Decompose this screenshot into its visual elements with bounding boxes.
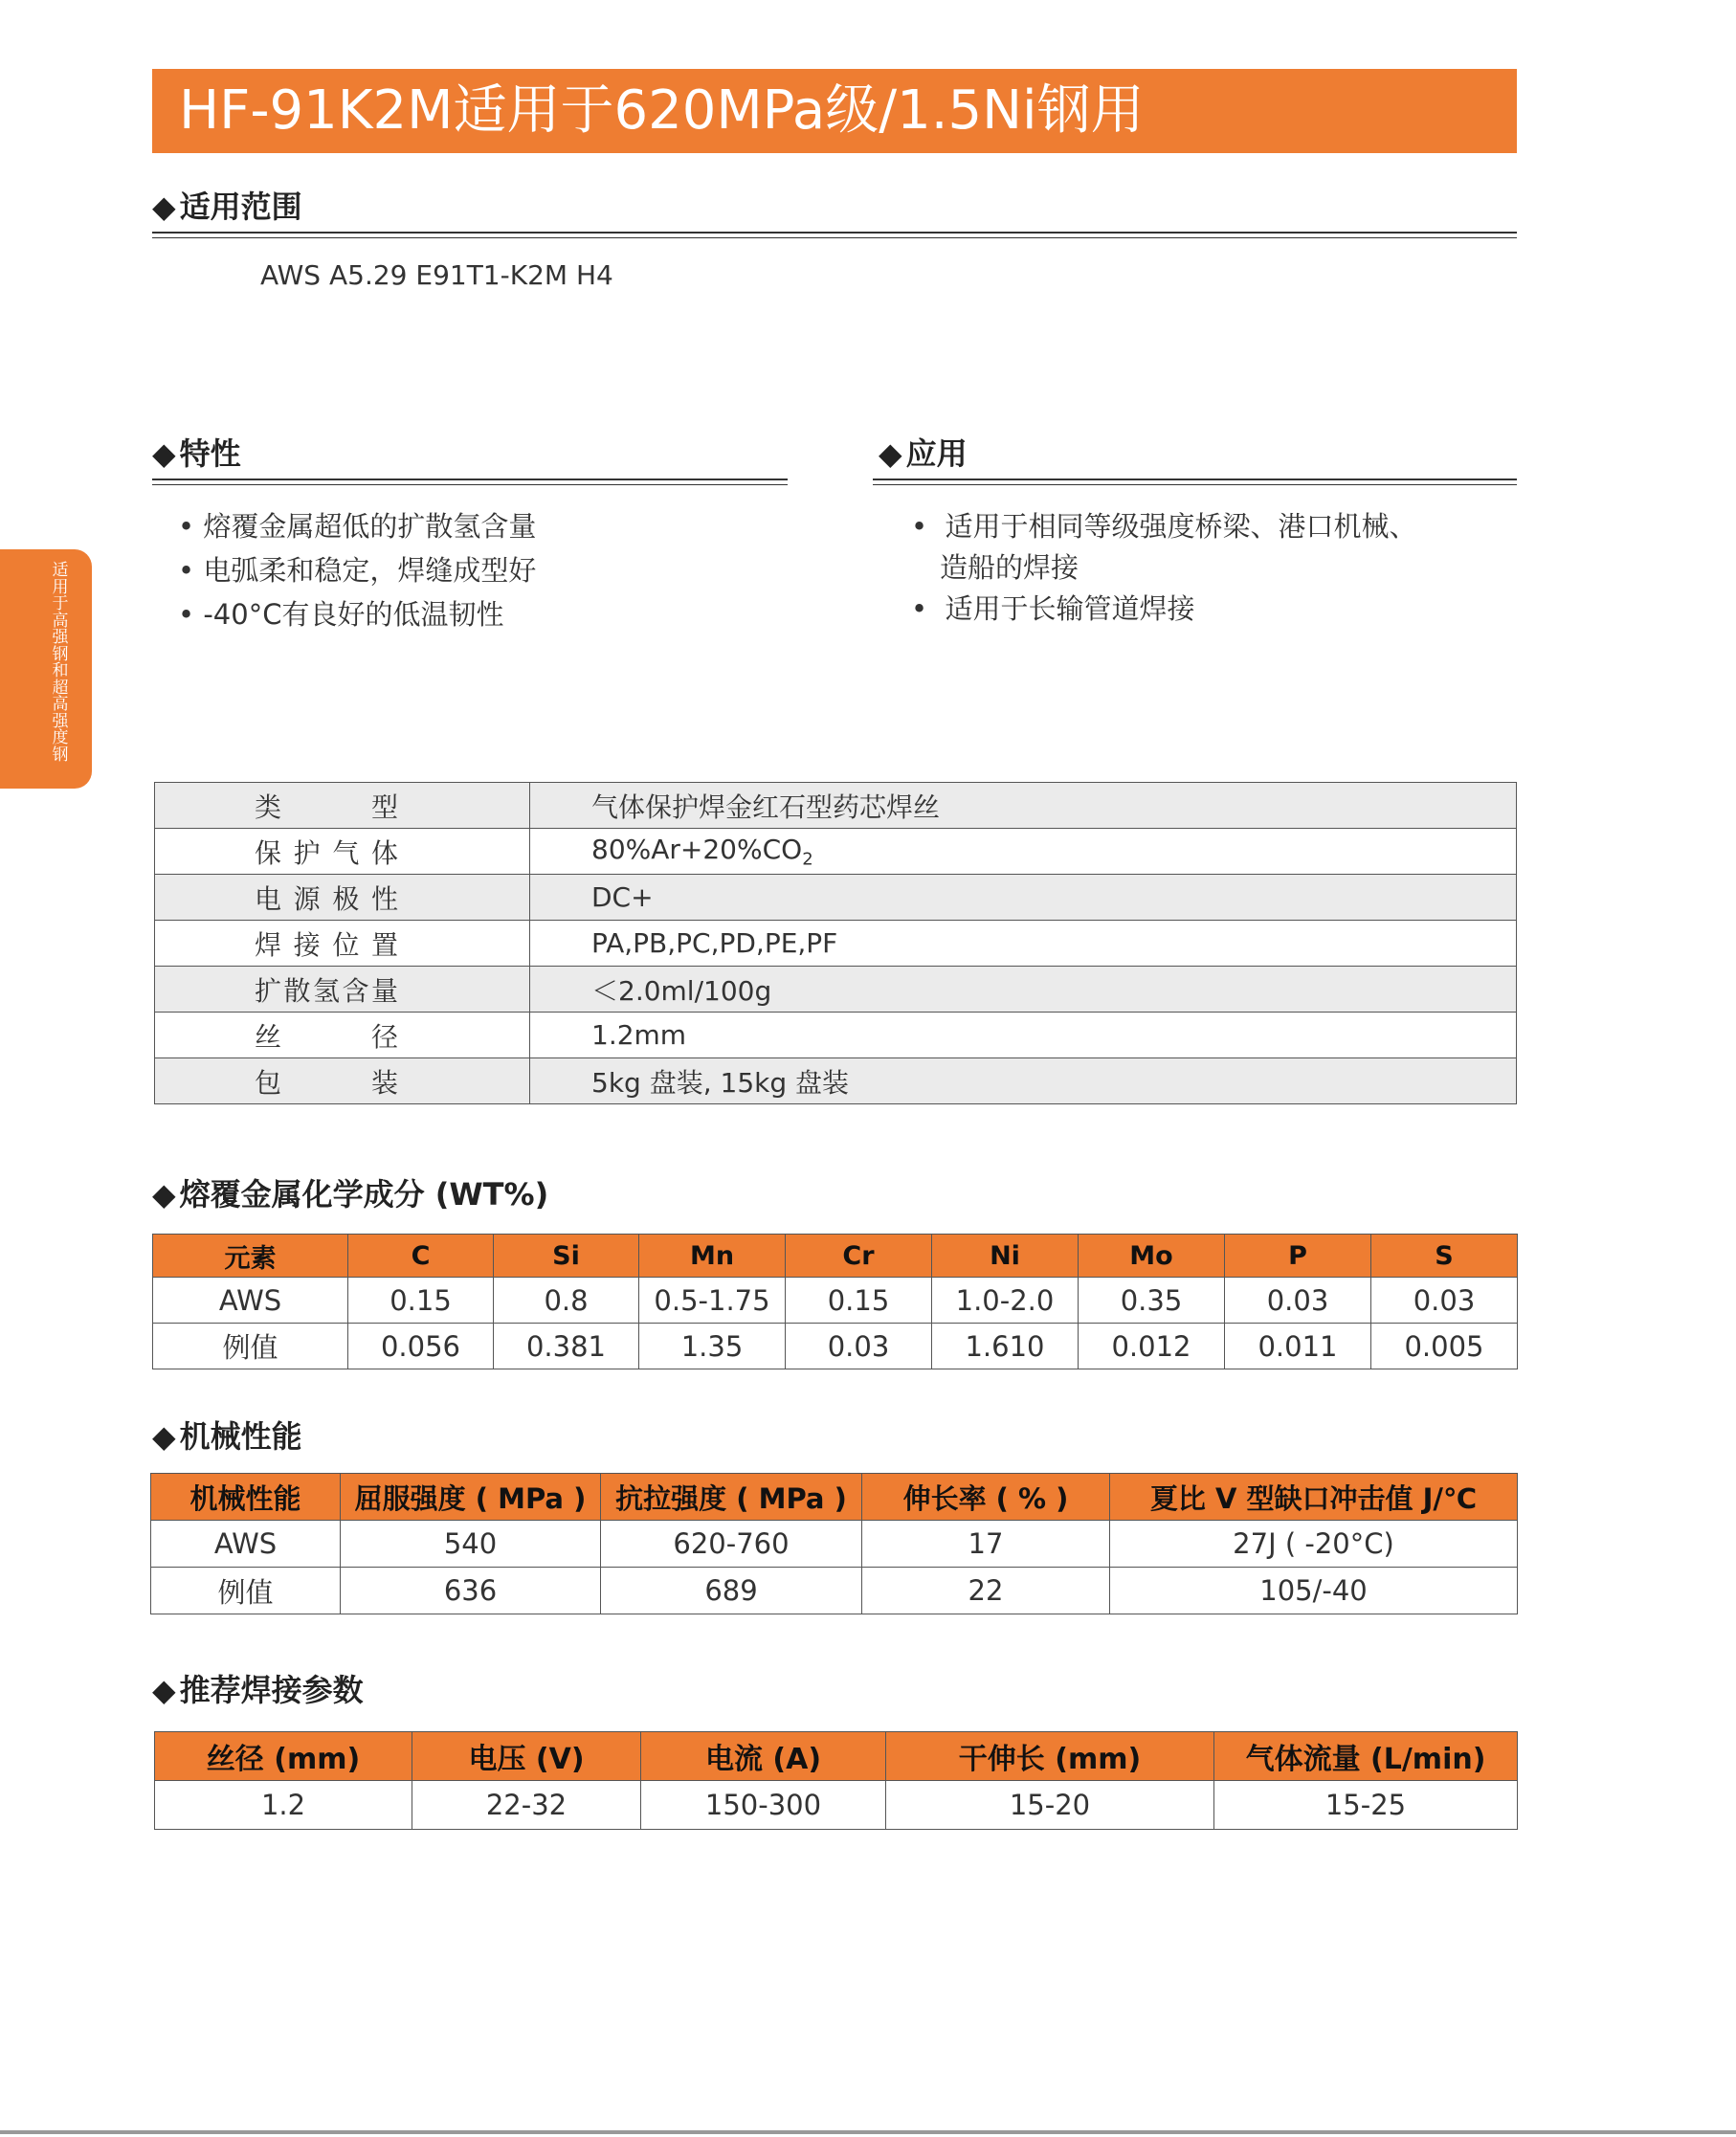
page-title: HF-91K2M适用于620MPa级/1.5Ni钢用 [179, 79, 1145, 142]
table-cell: 0.35 [1079, 1278, 1225, 1324]
diamond-bullet-icon: ◆ [152, 435, 176, 472]
table-cell: 0.005 [1371, 1324, 1518, 1369]
table-row [155, 1781, 1518, 1830]
spec-value: 气体保护焊金红石型药芯焊丝 [530, 783, 1517, 829]
spec-table [154, 782, 1517, 1104]
title-banner [152, 69, 1517, 153]
column-header: 夏比 V 型缺口冲击值 J/℃ [1110, 1474, 1518, 1521]
list-item: 造船的焊接 [940, 551, 1079, 584]
spec-label: 保护气体 [155, 829, 530, 875]
applications-heading: ◆ 应用 [879, 435, 968, 472]
spec-value: 5kg 盘装, 15kg 盘装 [530, 1058, 1517, 1104]
column-header: Mo [1079, 1235, 1225, 1278]
table-cell: 1.35 [639, 1324, 786, 1369]
diamond-bullet-icon: ◆ [152, 189, 176, 225]
scope-divider [152, 232, 1517, 238]
table-row [151, 1568, 1518, 1614]
column-header: 伸长率 ( % ) [862, 1474, 1110, 1521]
table-row [151, 1521, 1518, 1568]
table-row [155, 875, 1517, 921]
table-cell: 0.5-1.75 [639, 1278, 786, 1324]
column-header: 丝径 (mm) [155, 1732, 412, 1781]
table-cell: 15-25 [1214, 1781, 1518, 1830]
applications-divider [873, 479, 1517, 485]
features-list [178, 504, 536, 636]
column-header: 元素 [153, 1235, 348, 1278]
table-cell: 例值 [151, 1568, 341, 1614]
table-cell: 例值 [153, 1324, 348, 1369]
list-item: • -40°C有良好的低温韧性 [178, 598, 504, 631]
scope-text: AWS A5.29 E91T1-K2M H4 [260, 259, 613, 291]
table-cell: 105/-40 [1110, 1568, 1518, 1614]
column-header: 屈服强度 ( MPa ) [341, 1474, 601, 1521]
spec-value: $80\%Ar+20\%CO_2$ [530, 829, 1517, 875]
table-cell: 0.15 [786, 1278, 932, 1324]
table-cell: 17 [862, 1521, 1110, 1568]
diamond-bullet-icon: ◆ [879, 435, 902, 472]
table-cell: 1.2 [155, 1781, 412, 1830]
column-header: P [1225, 1235, 1371, 1278]
table-cell: 27J ( -20°C) [1110, 1521, 1518, 1568]
spec-value: 1.2mm [530, 1013, 1517, 1058]
table-cell: 0.03 [1225, 1278, 1371, 1324]
side-tab [0, 549, 92, 789]
table-cell: 0.012 [1079, 1324, 1225, 1369]
welding-heading: ◆ 推荐焊接参数 [152, 1672, 364, 1708]
column-header: 干伸长 (mm) [886, 1732, 1214, 1781]
table-cell: AWS [153, 1278, 348, 1324]
table-cell: 689 [601, 1568, 862, 1614]
column-header: C [348, 1235, 494, 1278]
table-row [155, 1013, 1517, 1058]
features-heading: ◆ 特性 [152, 435, 241, 472]
chemical-heading: ◆ 熔覆金属化学成分 (WT%) [152, 1176, 549, 1213]
column-header: S [1371, 1235, 1518, 1278]
features-divider [152, 479, 788, 485]
table-header-row [151, 1474, 1518, 1521]
spec-value: ＜2.0ml/100g [530, 967, 1517, 1013]
spec-label: 焊接位置 [155, 921, 530, 967]
table-row [155, 967, 1517, 1013]
list-item: • 适用于长输管道焊接 [911, 592, 1195, 625]
list-item: • 电弧柔和稳定，焊缝成型好 [178, 554, 537, 587]
table-row [153, 1324, 1518, 1369]
table-cell: 0.8 [494, 1278, 639, 1324]
table-cell: 0.15 [348, 1278, 494, 1324]
diamond-bullet-icon: ◆ [152, 1672, 176, 1708]
spec-value: PA,PB,PC,PD,PE,PF [530, 921, 1517, 967]
table-cell: 636 [341, 1568, 601, 1614]
table-cell: 0.381 [494, 1324, 639, 1369]
mechanical-table [150, 1473, 1518, 1614]
diamond-bullet-icon: ◆ [152, 1418, 176, 1455]
spec-label: 类型 [155, 783, 530, 829]
table-cell: 22-32 [412, 1781, 641, 1830]
table-header-row [155, 1732, 1518, 1781]
column-header: 机械性能 [151, 1474, 341, 1521]
table-cell: 0.056 [348, 1324, 494, 1369]
column-header: 电流 (A) [641, 1732, 886, 1781]
table-row [155, 1058, 1517, 1104]
diamond-bullet-icon: ◆ [152, 1176, 176, 1213]
mechanical-heading: ◆ 机械性能 [152, 1418, 302, 1455]
table-row [155, 829, 1517, 875]
page-bottom-divider [0, 2130, 1736, 2134]
spec-label: 包装 [155, 1058, 530, 1104]
column-header: Si [494, 1235, 639, 1278]
table-row [155, 921, 1517, 967]
table-cell: 1.610 [932, 1324, 1079, 1369]
column-header: 电压 (V) [412, 1732, 641, 1781]
table-cell: 0.03 [1371, 1278, 1518, 1324]
table-cell: 22 [862, 1568, 1110, 1614]
spec-label: 丝径 [155, 1013, 530, 1058]
spec-value: DC+ [530, 875, 1517, 921]
welding-table [154, 1731, 1518, 1830]
column-header: 抗拉强度 ( MPa ) [601, 1474, 862, 1521]
table-cell: 540 [341, 1521, 601, 1568]
column-header: Cr [786, 1235, 932, 1278]
applications-list [911, 504, 1417, 631]
table-header-row [153, 1235, 1518, 1278]
table-cell: 15-20 [886, 1781, 1214, 1830]
spec-label: 电源极性 [155, 875, 530, 921]
list-item: • 适用于相同等级强度桥梁、港口机械、 [911, 510, 1417, 543]
column-header: 气体流量 (L/min) [1214, 1732, 1518, 1781]
column-header: Mn [639, 1235, 786, 1278]
table-cell: 0.03 [786, 1324, 932, 1369]
chemical-table [152, 1234, 1518, 1369]
table-row [155, 783, 1517, 829]
table-cell: 0.011 [1225, 1324, 1371, 1369]
scope-heading: ◆ 适用范围 [152, 189, 302, 225]
side-tab-label: 适用于高强钢和超高强度钢 [52, 561, 69, 765]
column-header: Ni [932, 1235, 1079, 1278]
table-row [153, 1278, 1518, 1324]
table-cell: 1.0-2.0 [932, 1278, 1079, 1324]
table-cell: AWS [151, 1521, 341, 1568]
list-item: • 熔覆金属超低的扩散氢含量 [178, 510, 537, 543]
table-cell: 620-760 [601, 1521, 862, 1568]
spec-label: 扩散氢含量 [155, 967, 530, 1013]
table-cell: 150-300 [641, 1781, 886, 1830]
